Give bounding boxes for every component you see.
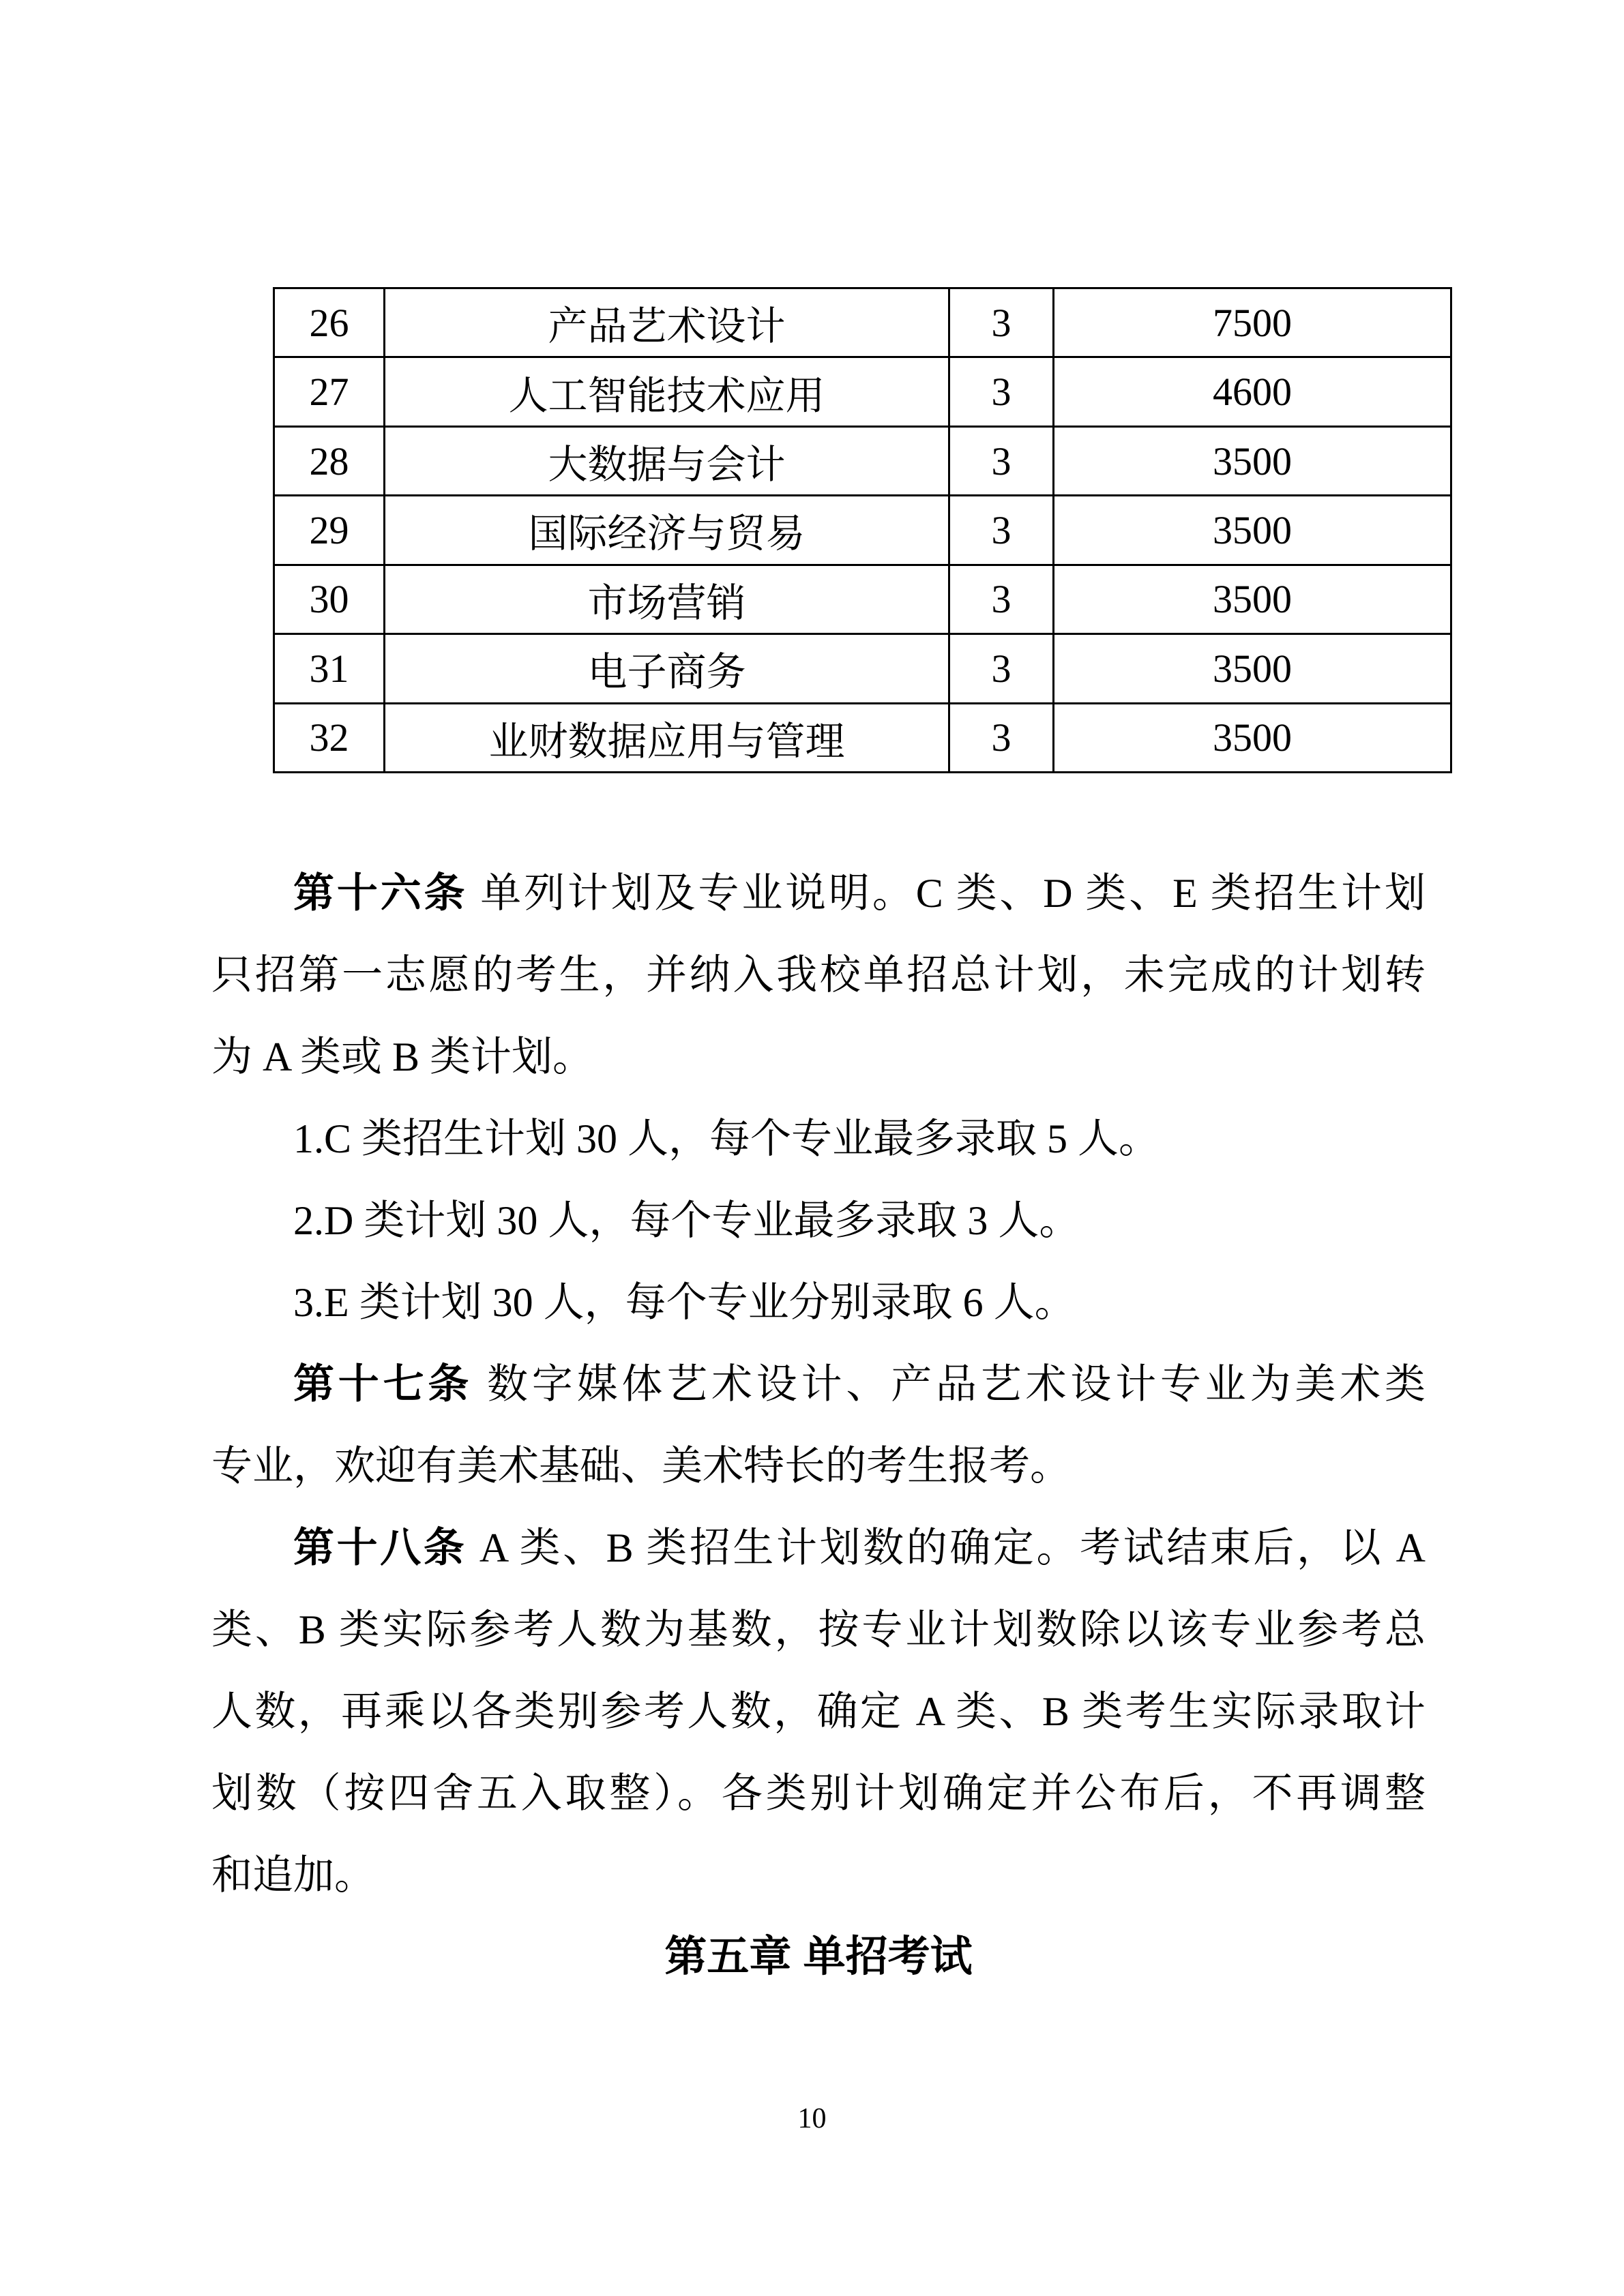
cell-duration: 3	[949, 634, 1054, 703]
cell-no: 31	[274, 634, 385, 703]
cell-duration: 3	[949, 565, 1054, 633]
cell-no: 27	[274, 357, 385, 426]
article-17-line-1	[211, 1343, 1426, 1425]
table-row	[274, 357, 1451, 426]
cell-major: 大数据与会计	[385, 426, 949, 495]
cell-major: 市场营销	[385, 565, 949, 633]
article-18-line-1	[211, 1507, 1426, 1589]
cell-fee: 3500	[1054, 426, 1451, 495]
cell-fee: 3500	[1054, 634, 1451, 703]
text-run: 和追加。	[211, 1853, 375, 1898]
cell-major: 国际经济与贸易	[385, 496, 949, 565]
cell-major: 业财数据应用与管理	[385, 703, 949, 772]
article-16-line-1	[211, 852, 1426, 934]
text-run: 3.E 类计划 30 人，每个专业分别录取 6 人。	[293, 1280, 1076, 1325]
cell-fee: 3500	[1054, 703, 1451, 772]
item-e-line-1	[211, 1262, 1426, 1343]
text-run: 数字媒体艺术设计、产品艺术设计专业为美术类	[473, 1362, 1426, 1407]
cell-major: 电子商务	[385, 634, 949, 703]
item-d-line-1	[211, 1180, 1426, 1262]
majors-fee-table	[273, 287, 1450, 773]
text-run: 2.D 类计划 30 人，每个专业最多录取 3 人。	[293, 1198, 1080, 1243]
cell-no: 26	[274, 288, 385, 357]
article-18-line-4	[211, 1753, 1426, 1834]
article-18-line-2	[211, 1589, 1426, 1671]
table-row	[274, 288, 1451, 357]
cell-duration: 3	[949, 496, 1054, 565]
article-16-line-3	[211, 1016, 1426, 1098]
text-run: 人数，再乘以各类别参考人数，确定 A 类、B 类考生实际录取计	[211, 1689, 1426, 1734]
cell-no: 32	[274, 703, 385, 772]
body-text	[211, 852, 1426, 1998]
table-row	[274, 496, 1451, 565]
paragraphs	[211, 852, 1426, 1916]
cell-duration: 3	[949, 288, 1054, 357]
item-c-line-1	[211, 1098, 1426, 1180]
text-run: 1.C 类招生计划 30 人，每个专业最多录取 5 人。	[293, 1116, 1160, 1161]
table-row	[274, 565, 1451, 633]
cell-fee: 7500	[1054, 288, 1451, 357]
text-run: 类、B 类实际参考人数为基数，按专业计划数除以该专业参考总	[211, 1607, 1426, 1652]
article-lead: 第十六条	[293, 870, 468, 916]
article-16-line-2	[211, 934, 1426, 1016]
cell-fee: 4600	[1054, 357, 1451, 426]
text-run: 为 A 类或 B 类计划。	[211, 1034, 594, 1079]
article-lead: 第十八条	[293, 1525, 467, 1570]
text-run: 划数（按四舍五入取整）。各类别计划确定并公布后，不再调整	[211, 1771, 1426, 1816]
cell-duration: 3	[949, 426, 1054, 495]
article-lead: 第十七条	[293, 1361, 473, 1407]
text-run: A 类、B 类招生计划数的确定。考试结束后，以 A	[467, 1525, 1426, 1570]
cell-fee: 3500	[1054, 565, 1451, 633]
text-run: 单列计划及专业说明。C 类、D 类、E 类招生计划	[467, 871, 1426, 916]
article-18-line-5	[211, 1834, 1426, 1916]
cell-duration: 3	[949, 703, 1054, 772]
cell-no: 30	[274, 565, 385, 633]
table-row	[274, 426, 1451, 495]
table-row	[274, 703, 1451, 772]
cell-duration: 3	[949, 357, 1054, 426]
page-number: 10	[797, 2103, 827, 2134]
cell-major: 人工智能技术应用	[385, 357, 949, 426]
cell-major: 产品艺术设计	[385, 288, 949, 357]
article-17-line-2	[211, 1425, 1426, 1507]
majors-table-body	[274, 288, 1451, 773]
article-18-line-3	[211, 1671, 1426, 1753]
cell-no: 29	[274, 496, 385, 565]
text-run: 只招第一志愿的考生，并纳入我校单招总计划，未完成的计划转	[211, 953, 1426, 998]
cell-fee: 3500	[1054, 496, 1451, 565]
table-row	[274, 634, 1451, 703]
chapter-heading: 第五章 单招考试	[664, 1933, 973, 1980]
cell-no: 28	[274, 426, 385, 495]
text-run: 专业，欢迎有美术基础、美术特长的考生报考。	[211, 1444, 1071, 1489]
majors-table	[273, 287, 1452, 773]
